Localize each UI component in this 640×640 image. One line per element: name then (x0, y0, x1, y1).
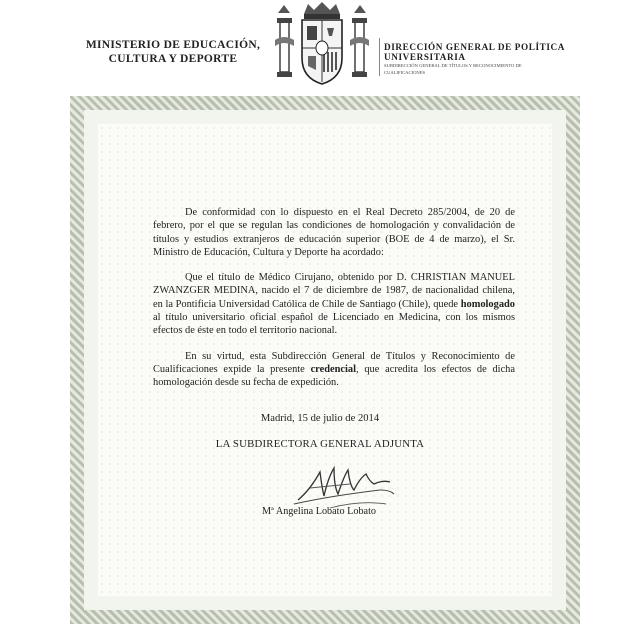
spanish-coat-of-arms-icon (272, 0, 372, 86)
header-divider (379, 38, 380, 76)
ministry-line-2: CULTURA Y DEPORTE (108, 53, 238, 65)
certificate-body (153, 206, 515, 402)
paragraph-homologation (153, 271, 515, 337)
homologation-text-b: al título universitario oficial español de Licenciado en Medicina, con los mismos efectos de éste en todo el territorio nacional. (153, 312, 515, 337)
paragraph-resolution: De conformidad con lo dispuesto en el Real Decreto 285/2004, de 20 de febrero, por el que se regulan las condiciones de homologación y convalidación de títulos y estudios extranjeros de educación superior (BOE de 4 de marzo), el Sr. Ministro de Educación, Cultura y Deporte ha acordado: (153, 207, 515, 258)
handwritten-signature (290, 460, 400, 512)
issue-date: Madrid, 15 de julio de 2014 (260, 413, 380, 424)
direction-heading (384, 42, 584, 76)
homologation-text-a: Que el título de Médico Cirujano, obtenido por D. CHRISTIAN MANUEL ZWANZGER MEDINA, nacido el 7 de diciembre de 1987, de nacionalidad chilena, en la Pontificia Universidad Católica de Chile de Santiago (Chile), quede (153, 272, 515, 310)
credential-text-a: En su virtud, esta Subdirección General de Títulos y Reconocimiento de Cualificaciones expide la presente (153, 350, 515, 375)
ministry-heading (68, 38, 278, 66)
subdirection-line-2: CUALIFICACIONES (384, 70, 426, 75)
signer-name: Mª Angelina Lobato Lobato (262, 506, 377, 517)
ministry-line-1: MINISTERIO DE EDUCACIÓN, (85, 39, 261, 51)
credential-text-b: , que acredita los efectos de dicha homologación desde su fecha de expedición. (153, 363, 515, 389)
homologation-bold: homologado (460, 298, 515, 310)
subdirection-line-1: SUBDIRECCIÓN GENERAL DE TÍTULOS Y RECONOCIMIENTO DE (384, 63, 522, 68)
signer-title: LA SUBDIRECTORA GENERAL ADJUNTA (215, 438, 425, 450)
direction-line-2: UNIVERSITARIA (384, 52, 466, 62)
paragraph-credential (153, 350, 515, 390)
direction-line-1: DIRECCIÓN GENERAL DE POLÍTICA (384, 42, 566, 52)
credential-bold: credencial (310, 363, 356, 375)
